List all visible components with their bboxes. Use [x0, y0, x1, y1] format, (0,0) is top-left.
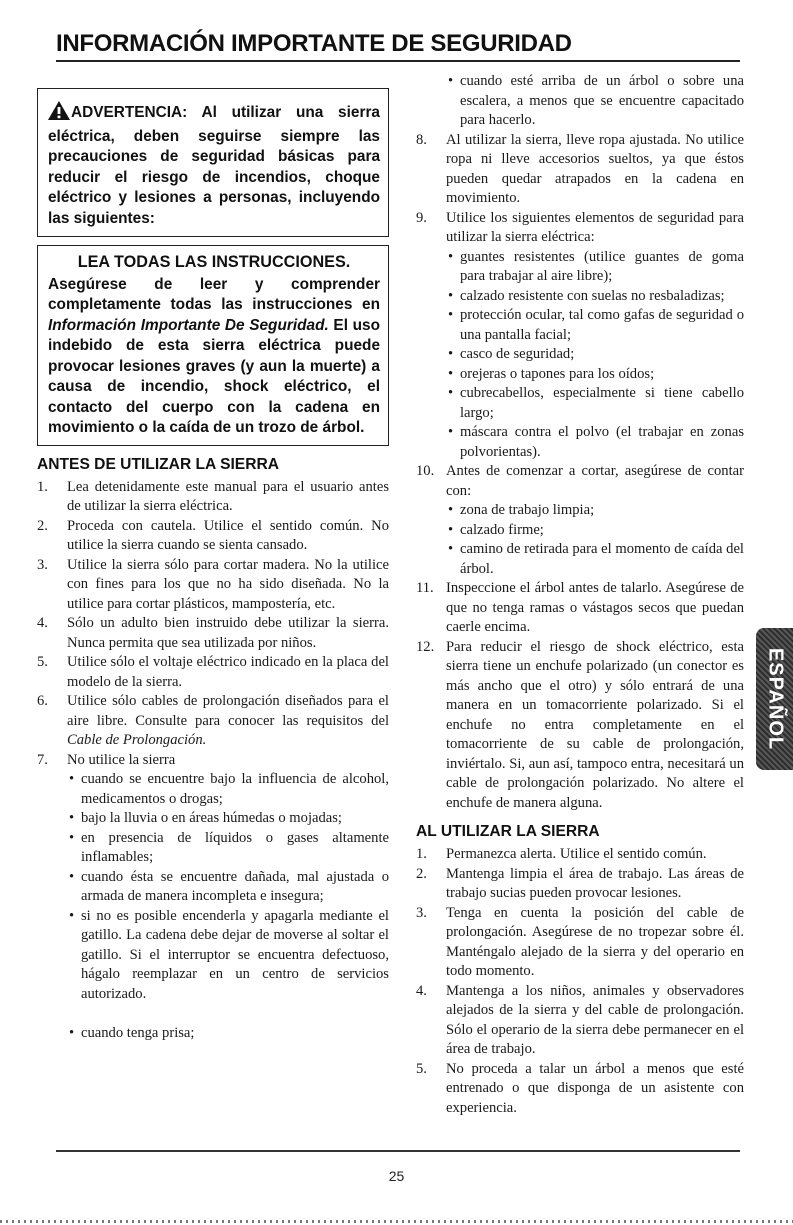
read-instructions-body — [48, 275, 380, 439]
warning-text: Al utilizar una sierra eléctrica, deben seguirse siempre las precauciones de seguridad básicas para reducir el riesgo de incendios, choque eléctrico y lesiones a personas, incluyendo las siguientes: — [48, 104, 380, 227]
item-text: Tenga en cuenta la posición del cable de prolongación. Asegúrese de no tropezar sobre él. Manténgalo alejado de la sierra y del operario en todo momento. — [446, 904, 744, 979]
item-number: 11. — [416, 580, 434, 596]
item-text: Mantenga a los niños, animales y observadores alejados de la sierra y del cable de prolongación. Sólo el operario de la sierra debe permanecer en el área de trabajo. — [446, 982, 744, 1057]
bottom-edge-dots — [0, 1220, 793, 1223]
item-10-bullets — [446, 501, 744, 579]
read-body-part-1: Asegúrese de leer y comprender completamente todas las instrucciones en — [48, 275, 380, 313]
list-item — [37, 751, 389, 1044]
bullet-item: • cuando se encuentre bajo la influencia de alcohol, medicamentos o drogas; — [67, 770, 389, 809]
item-text: Antes de comenzar a cortar, asegúrese de contar con: — [446, 463, 744, 499]
right-column — [416, 72, 744, 1118]
item-text: Sólo un adulto bien instruido debe utilizar la sierra. Nunca permita que sea utilizada por niños. — [67, 615, 389, 651]
language-tab — [756, 628, 793, 770]
item-number: 6. — [37, 693, 48, 709]
item-number: 4. — [37, 615, 48, 631]
list-item — [416, 865, 744, 904]
bullet-item: • casco de seguridad; — [446, 345, 744, 365]
item-text: Inspeccione el árbol antes de talarlo. Asegúrese de que no tenga ramas o vástagos secos que puedan caerle encima. — [446, 580, 744, 635]
read-body-part-2: El uso indebido de esta sierra eléctrica puede provocar lesiones graves (y aun la muerte) a causa de incendio, shock eléctrico, el contacto del cuerpo con la cadena en movimiento o la caída de un trozo de árbol. — [48, 316, 380, 436]
item-text: Utilice sólo cables de prolongación diseñados para el aire libre. Consulte para conocer las requisitos del — [67, 693, 389, 729]
list-item — [416, 982, 744, 1060]
item-text: No proceda a talar un árbol a menos que esté entrenado o que disponga de un asistente con experiencia. — [446, 1060, 744, 1116]
list-item — [416, 579, 744, 638]
list-item — [416, 845, 744, 865]
bullet-item: • cuando esté arriba de un árbol o sobre una escalera, a menos que se encuentre capacitado para hacerlo. — [446, 72, 744, 131]
list-item — [416, 72, 744, 131]
item-number: 9. — [416, 209, 427, 226]
list-item — [37, 556, 389, 615]
item-number: 2. — [416, 865, 427, 882]
bullet-item: • cuando ésta se encuentre dañada, mal ajustada o armada de manera incompleta e insegura; — [67, 868, 389, 907]
item-text: Proceda con cautela. Utilice el sentido común. No utilice la sierra cuando se sienta cansado. — [67, 517, 389, 553]
item-number: 5. — [37, 654, 48, 670]
item-number: 7. — [37, 751, 48, 768]
list-item — [37, 517, 389, 556]
bullet-item: • protección ocular, tal como gafas de seguridad o una pantalla facial; — [446, 306, 744, 345]
list-item — [37, 653, 389, 692]
bullet-item: • calzado firme; — [446, 521, 744, 541]
section-heading-while-using: AL UTILIZAR LA SIERRA — [416, 823, 600, 840]
item-text-italic: Cable de Prolongación. — [67, 732, 207, 748]
warning-triangle-icon — [48, 101, 70, 127]
while-using-list — [416, 845, 744, 1118]
read-instructions-heading: LEA TODAS LAS INSTRUCCIONES. — [77, 253, 351, 271]
item-number: 1. — [416, 846, 427, 862]
left-column — [37, 72, 389, 1044]
item-text: Lea detenidamente este manual para el usuario antes de utilizar la sierra eléctrica. — [67, 478, 389, 514]
item-text: Al utilizar la sierra, lleve ropa ajustada. No utilice ropa ni lleve accesorios sueltos, ya que éstos pueden quedar atrapados en la cadena en movimiento. — [446, 131, 744, 206]
before-use-list — [37, 478, 389, 1044]
bullet-item: • guantes resistentes (utilice guantes de goma para trabajar al aire libre); — [446, 248, 744, 287]
bullet-item: • bajo la lluvia o en áreas húmedas o mojadas; — [67, 809, 389, 829]
list-item — [37, 614, 389, 653]
bullet-item: • máscara contra el polvo (el trabajar en zonas polvorientas). — [446, 423, 744, 462]
item-number: 8. — [416, 131, 427, 148]
item-text: Utilice la sierra sólo para cortar madera. No la utilice con fines para los que no ha sido diseñada. No la utilice para cortar plásticos, mampostería, etc. — [67, 556, 389, 612]
item-number: 4. — [416, 982, 427, 999]
item-number: 3. — [37, 556, 48, 573]
read-instructions-box — [37, 245, 389, 446]
bullet-item: • si no es posible encenderla y apagarla mediante el gatillo. La cadena debe dejar de moverse al soltar el gatillo. Si el interruptor se encuentra defectuoso, hágalo reemplazar en un centro de servicios autorizado. — [67, 907, 389, 1005]
item-text: Utilice sólo el voltaje eléctrico indicado en la placa del modelo de la sierra. — [67, 654, 389, 690]
before-use-list-cont — [416, 72, 744, 813]
bullet-item: • cuando tenga prisa; — [67, 1024, 389, 1044]
bullet-item: • zona de trabajo limpia; — [446, 501, 744, 521]
item-number: 10. — [416, 463, 435, 479]
page-number: 25 — [388, 1168, 405, 1184]
item-number: 5. — [416, 1060, 427, 1077]
warning-box — [37, 88, 389, 237]
item-7-bullets-cont — [67, 1024, 389, 1044]
item-7-bullets-right — [446, 72, 744, 131]
item-number: 1. — [37, 478, 48, 495]
list-item — [416, 209, 744, 463]
list-item — [37, 692, 389, 751]
bullet-item: • cubrecabellos, especialmente si tiene cabello largo; — [446, 384, 744, 423]
page-title: INFORMACIÓN IMPORTANTE DE SEGURIDAD — [56, 30, 572, 57]
list-item — [37, 478, 389, 517]
item-text: Para reducir el riesgo de shock eléctrico, esta sierra tiene un enchufe polarizado (un conector es más ancho que el otro) y sólo entrará de una manera en un tomacorriente polarizado. Si el enchufe no entra completamente en el tomacorriente de su cable de prolongación, inviértalo. Si, aun así, tampoco entra, necesitará un cable de prolongación polarizado. No altere el enchufe de manera alguna. — [446, 638, 744, 811]
item-text: Permanezca alerta. Utilice el sentido común. — [446, 846, 707, 862]
item-text: Utilice los siguientes elementos de seguridad para utilizar la sierra eléctrica: — [446, 209, 744, 245]
list-item — [416, 904, 744, 982]
title-divider — [56, 60, 740, 62]
list-item — [416, 462, 744, 579]
item-text: Mantenga limpia el área de trabajo. Las áreas de trabajo sucias pueden provocar lesiones. — [446, 865, 744, 901]
bullet-item: • camino de retirada para el momento de caída del árbol. — [446, 540, 744, 579]
section-heading-before-use: ANTES DE UTILIZAR LA SIERRA — [37, 455, 279, 473]
item-text: No utilice la sierra — [67, 751, 176, 768]
item-number: 2. — [37, 517, 48, 534]
item-number: 3. — [416, 904, 427, 921]
bullet-item: • en presencia de líquidos o gases altamente inflamables; — [67, 829, 389, 868]
list-item — [416, 1060, 744, 1119]
bullet-item: • calzado resistente con suelas no resbaladizas; — [446, 287, 744, 307]
list-item — [416, 638, 744, 814]
bullet-item: • orejeras o tapones para los oídos; — [446, 365, 744, 385]
list-item — [416, 131, 744, 209]
footer-divider — [56, 1150, 740, 1152]
read-body-italic: Información Importante De Seguridad. — [48, 316, 329, 334]
item-number: 12. — [416, 638, 435, 655]
language-tab-label: ESPAÑOL — [764, 647, 786, 751]
spacer — [67, 1004, 389, 1024]
item-7-bullets — [67, 770, 389, 1004]
item-9-bullets — [446, 248, 744, 463]
warning-heading: ADVERTENCIA: — [71, 104, 188, 121]
